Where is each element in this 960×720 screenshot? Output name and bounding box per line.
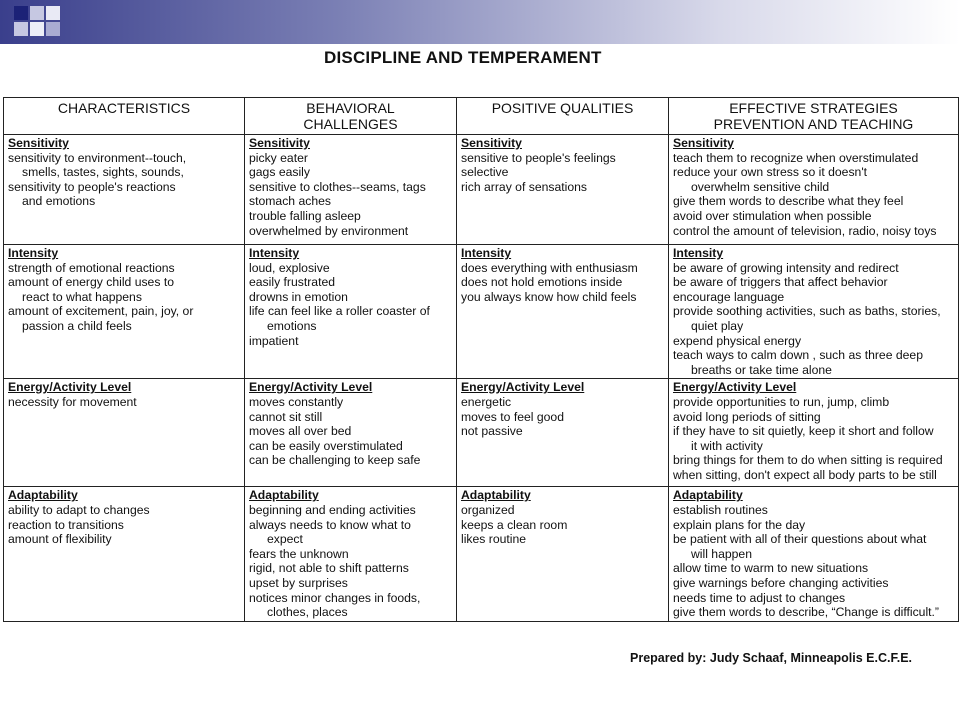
prepared-by: Prepared by: Judy Schaaf, Minneapolis E.C.F.E. — [630, 651, 913, 665]
cell-line: passion a child feels — [22, 318, 132, 333]
cell-line: drowns in emotion — [249, 289, 348, 304]
cell-characteristics — [4, 487, 245, 621]
cell-line: provide soothing activities, such as baths, stories, — [673, 304, 941, 319]
cell-characteristics — [4, 135, 245, 245]
cell-line: easily frustrated — [249, 275, 336, 290]
cell-line: sensitivity to environment--touch, — [8, 150, 187, 165]
decor-square — [14, 6, 28, 20]
header-positive-qualities: POSITIVE QUALITIES — [457, 98, 669, 135]
cell-line: organized — [461, 502, 515, 517]
cell-title: Energy/Activity Level — [8, 380, 132, 395]
cell-title: Sensitivity — [8, 136, 69, 150]
decor-square — [14, 22, 28, 36]
cell-line: trouble falling asleep — [249, 208, 361, 223]
cell-title: Adaptability — [461, 488, 531, 503]
cell-line: breaths or take time alone — [691, 362, 832, 377]
cell-line: always needs to know what to — [249, 517, 411, 532]
cell-title: Intensity — [461, 246, 512, 260]
cell-line: reaction to transitions — [8, 517, 124, 532]
cell-line: establish routines — [673, 502, 768, 517]
cell-line: teach ways to calm down , such as three deep — [673, 348, 923, 363]
cell-line: sensitivity to people's reactions — [8, 179, 176, 194]
decor-square — [30, 22, 44, 36]
cell-title: Intensity — [8, 246, 59, 260]
cell-line: quiet play — [691, 318, 744, 333]
cell-line: strength of emotional reactions — [8, 260, 175, 275]
cell-line: overwhelmed by environment — [249, 223, 409, 238]
cell-line: sensitive to people's feelings — [461, 150, 616, 165]
cell-line: avoid long periods of sitting — [673, 409, 821, 424]
temperament-table — [3, 97, 959, 622]
cell-line: be aware of growing intensity and redirect — [673, 260, 899, 275]
cell-line: when sitting, don't expect all body parts to be still — [673, 467, 937, 482]
page-title: DISCIPLINE AND TEMPERAMENT — [324, 48, 602, 67]
table-row — [4, 135, 959, 245]
cell-line: if they have to sit quietly, keep it short and follow — [673, 424, 934, 439]
cell-line: energetic — [461, 394, 512, 409]
cell-behavioral — [245, 379, 457, 487]
cell-behavioral — [245, 487, 457, 621]
cell-line: provide opportunities to run, jump, climb — [673, 394, 890, 409]
cell-line: ability to adapt to changes — [8, 502, 150, 517]
cell-line: moves to feel good — [461, 409, 564, 424]
cell-line: and emotions — [22, 194, 96, 209]
cell-title: Energy/Activity Level — [673, 380, 797, 395]
cell-line: overwhelm sensitive child — [691, 179, 830, 194]
cell-behavioral — [245, 245, 457, 379]
cell-title: Adaptability — [673, 488, 743, 503]
cell-line: explain plans for the day — [673, 517, 806, 532]
cell-line: expect — [267, 532, 303, 547]
header-effective-strategies: EFFECTIVE STRATEGIES PREVENTION AND TEACHING — [669, 98, 959, 135]
cell-title: Sensitivity — [461, 136, 522, 150]
cell-line: likes routine — [461, 532, 527, 547]
cell-line: life can feel like a roller coaster of — [249, 304, 430, 319]
cell-line: sensitive to clothes--seams, tags — [249, 179, 426, 194]
cell-line: be aware of triggers that affect behavior — [673, 275, 888, 290]
cell-line: stomach aches — [249, 194, 331, 209]
cell-title: Intensity — [249, 246, 300, 260]
table-row — [4, 245, 959, 379]
cell-line: rich array of sensations — [461, 179, 587, 194]
cell-line: keeps a clean room — [461, 517, 568, 532]
cell-line: be patient with all of their questions about what — [673, 532, 927, 547]
cell-title: Energy/Activity Level — [461, 380, 585, 395]
cell-line: loud, explosive — [249, 260, 330, 275]
cell-line: amount of excitement, pain, joy, or — [8, 304, 194, 319]
cell-line: avoid over stimulation when possible — [673, 208, 872, 223]
cell-line: smells, tastes, sights, sounds, — [22, 165, 184, 180]
cell-title: Sensitivity — [249, 136, 310, 150]
cell-line: control the amount of television, radio, noisy toys — [673, 223, 937, 238]
cell-line: clothes, places — [267, 605, 348, 620]
cell-positive — [457, 245, 669, 379]
decor-square — [46, 22, 60, 36]
cell-line: expend physical energy — [673, 333, 802, 348]
cell-line: reduce your own stress so it doesn't — [673, 165, 868, 180]
cell-line: amount of flexibility — [8, 532, 112, 547]
cell-line: teach them to recognize when overstimulated — [673, 150, 919, 165]
cell-line: you always know how child feels — [461, 289, 637, 304]
cell-line: it with activity — [691, 438, 763, 453]
cell-line: selective — [461, 165, 509, 180]
cell-strategies — [669, 379, 959, 487]
cell-line: rigid, not able to shift patterns — [249, 561, 409, 576]
cell-line: beginning and ending activities — [249, 502, 416, 517]
table-header-row — [4, 98, 959, 135]
cell-line: encourage language — [673, 289, 785, 304]
cell-line: cannot sit still — [249, 409, 323, 424]
cell-line: not passive — [461, 424, 523, 439]
cell-line: give them words to describe, “Change is difficult.” — [673, 605, 939, 620]
header-behavioral-challenges: BEHAVIORAL CHALLENGES — [245, 98, 457, 135]
table-row — [4, 379, 959, 487]
cell-positive — [457, 487, 669, 621]
cell-title: Sensitivity — [673, 136, 734, 150]
decor-square — [46, 6, 60, 20]
cell-line: impatient — [249, 333, 299, 348]
cell-line: fears the unknown — [249, 546, 349, 561]
cell-strategies — [669, 135, 959, 245]
cell-positive — [457, 379, 669, 487]
cell-line: allow time to warm to new situations — [673, 561, 869, 576]
decor-square — [30, 6, 44, 20]
cell-line: gags easily — [249, 165, 310, 180]
cell-line: moves constantly — [249, 394, 344, 409]
cell-line: picky eater — [249, 150, 308, 165]
cell-line: amount of energy child uses to — [8, 275, 174, 290]
cell-line: notices minor changes in foods, — [249, 590, 421, 605]
cell-title: Energy/Activity Level — [249, 380, 373, 395]
cell-line: give warnings before changing activities — [673, 575, 889, 590]
cell-line: bring things for them to do when sitting is required — [673, 453, 943, 468]
cell-positive — [457, 135, 669, 245]
cell-line: moves all over bed — [249, 424, 352, 439]
cell-line: needs time to adjust to changes — [673, 590, 846, 605]
cell-behavioral — [245, 135, 457, 245]
cell-strategies — [669, 487, 959, 621]
cell-title: Adaptability — [249, 488, 319, 503]
header-decor-bar — [0, 0, 960, 44]
table-row — [4, 487, 959, 621]
cell-title: Intensity — [673, 246, 724, 260]
cell-title: Adaptability — [8, 488, 78, 503]
cell-characteristics — [4, 379, 245, 487]
cell-line: give them words to describe what they feel — [673, 194, 904, 209]
cell-line: emotions — [267, 318, 317, 333]
cell-line: react to what happens — [22, 289, 142, 304]
header-characteristics: CHARACTERISTICS — [4, 98, 245, 135]
cell-characteristics — [4, 245, 245, 379]
cell-line: does everything with enthusiasm — [461, 260, 638, 275]
cell-line: necessity for movement — [8, 394, 137, 409]
cell-line: upset by surprises — [249, 575, 348, 590]
cell-strategies — [669, 245, 959, 379]
cell-line: can be challenging to keep safe — [249, 453, 421, 468]
cell-line: does not hold emotions inside — [461, 275, 623, 290]
cell-line: can be easily overstimulated — [249, 438, 403, 453]
cell-line: will happen — [691, 546, 752, 561]
